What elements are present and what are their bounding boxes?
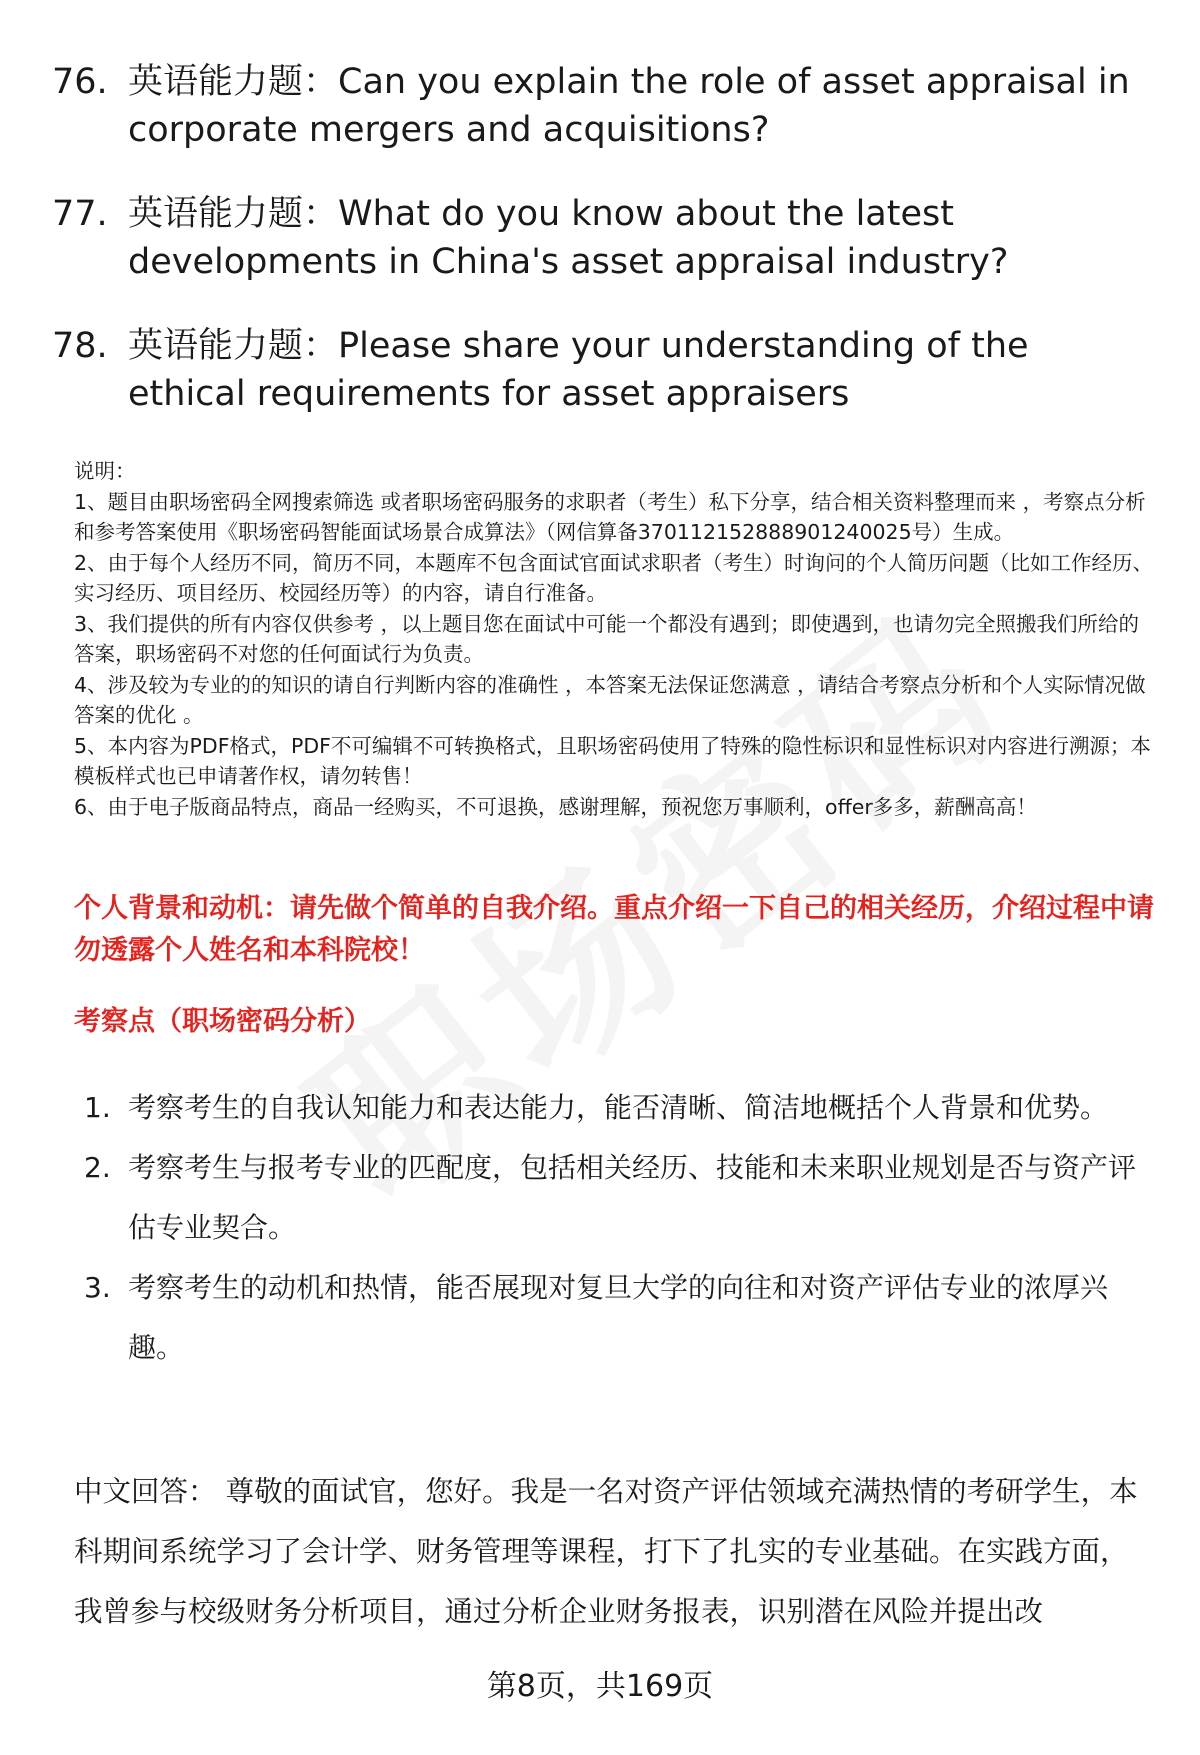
question-number: 77.	[52, 194, 108, 234]
answer-label: 中文回答：	[74, 1475, 217, 1508]
question-body: What do you know about the latest developments in China's asset appraisal industry?	[128, 194, 1009, 282]
note-item: 4、涉及较为专业的的知识的请自行判断内容的准确性 ，本答案无法保证您满意 ，请结合考察点分析和个人实际情况做答案的优化 。	[74, 672, 1146, 727]
answer-text: 尊敬的面试官，您好。我是一名对资产评估领域充满热情的考研学生，本科期间系统学习了会计学、财务管理等课程，打下了扎实的专业基础。在实践方面，我曾参与校级财务分析项目，通过分析企业财务报表，识别潜在风险并提出改	[74, 1475, 1138, 1628]
point-text: 考察考生的自我认知能力和表达能力，能否清晰、简洁地概括个人背景和优势。	[128, 1091, 1109, 1124]
question-prefix: 英语能力题：	[128, 326, 339, 366]
question-prefix: 英语能力题：	[128, 62, 339, 102]
analysis-point	[84, 1138, 1154, 1258]
note-item: 5、本内容为PDF格式，PDF不可编辑不可转换格式，且职场密码使用了特殊的隐性标识和显性标识对内容进行溯源；本模板样式也已申请著作权，请勿转售！	[74, 733, 1151, 788]
point-text: 考察考生与报考专业的匹配度，包括相关经历、技能和未来职业规划是否与资产评估专业契合。	[128, 1151, 1137, 1244]
notes-title: 说明：	[74, 459, 136, 483]
page-footer: 第8页，共169页	[486, 1669, 714, 1704]
point-text: 考察考生的动机和热情，能否展现对复旦大学的向往和对资产评估专业的浓厚兴趣。	[128, 1271, 1109, 1364]
note-item: 1、题目由职场密码全网搜索筛选 或者职场密码服务的求职者（考生）私下分享，结合相关资料整理而来 ，考察点分析和参考答案使用《职场密码智能面试场景合成算法》（网信算备370112152888901240025号）生成。	[74, 489, 1146, 544]
question-list	[52, 58, 1152, 454]
note-item: 6、由于电子版商品特点，商品一经购买，不可退换，感谢理解，预祝您万事顺利，offer多多，薪酬高高！	[74, 794, 1037, 819]
answer-paragraph	[74, 1462, 1154, 1642]
point-number: 1.	[84, 1091, 111, 1124]
analysis-point	[84, 1078, 1154, 1138]
analysis-heading: 考察点（职场密码分析）	[74, 1006, 371, 1037]
question-text	[128, 58, 1152, 154]
question-text	[128, 322, 1152, 418]
question-prefix: 英语能力题：	[128, 194, 339, 234]
question-body: Please share your understanding of the ethical requirements for asset appraisers	[128, 326, 1029, 414]
question-item	[52, 190, 1152, 286]
question-number: 78.	[52, 326, 108, 366]
analysis-point	[84, 1258, 1154, 1378]
note-item: 2、由于每个人经历不同，简历不同，本题库不包含面试官面试求职者（考生）时询问的个人简历问题（比如工作经历、实习经历、项目经历、校园经历等）的内容，请自行准备。	[74, 550, 1154, 605]
section-heading: 个人背景和动机：请先做个简单的自我介绍。重点介绍一下自己的相关经历，介绍过程中请勿透露个人姓名和本科院校！	[74, 893, 1154, 966]
question-item	[52, 58, 1152, 154]
question-body: Can you explain the role of asset appraisal in corporate mergers and acquisitions?	[128, 62, 1130, 150]
notes-section	[74, 456, 1154, 822]
question-item	[52, 322, 1152, 418]
question-number: 76.	[52, 62, 108, 102]
note-item: 3、我们提供的所有内容仅供参考 ，以上题目您在面试中可能一个都没有遇到；即使遇到，也请勿完全照搬我们所给的答案，职场密码不对您的任何面试行为负责。	[74, 611, 1140, 666]
analysis-point-list	[84, 1078, 1154, 1378]
point-number: 3.	[84, 1271, 111, 1304]
point-number: 2.	[84, 1151, 111, 1184]
question-text	[128, 190, 1152, 286]
